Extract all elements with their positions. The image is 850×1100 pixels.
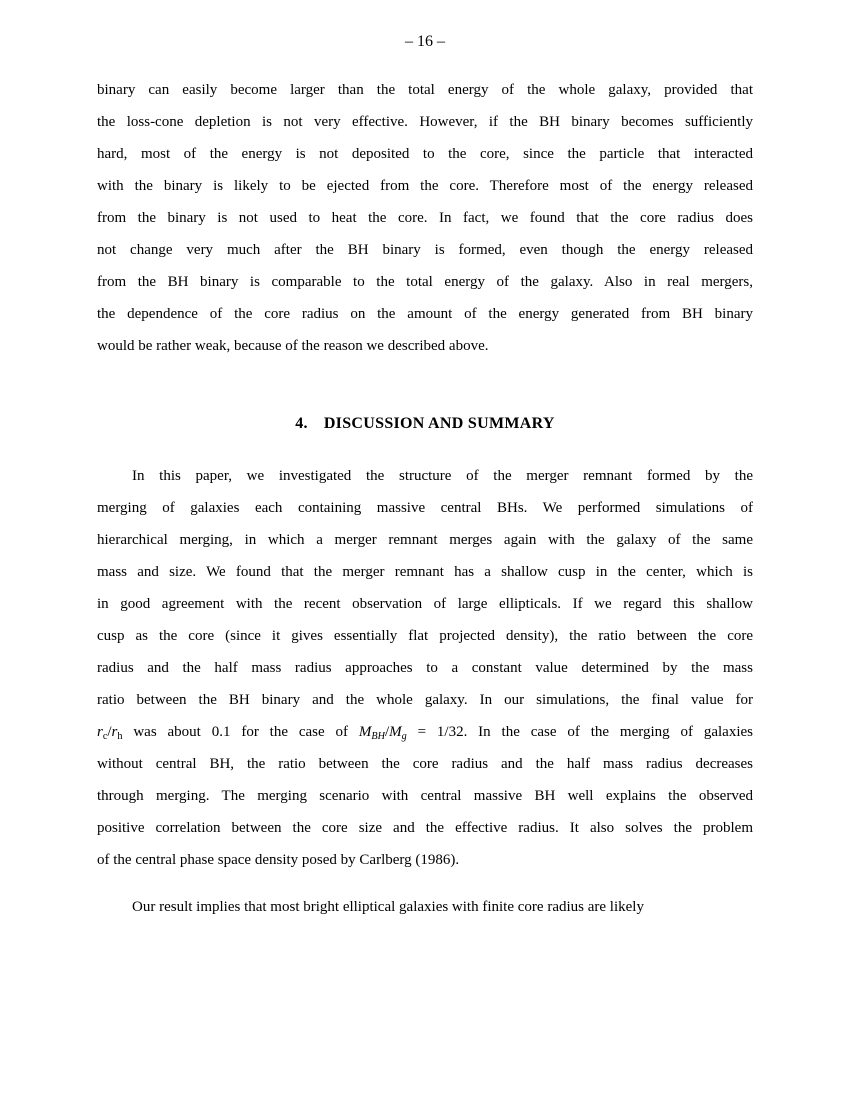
text-line: from the binary is not used to heat the core. In fact, we found that the core radius does — [97, 210, 753, 226]
text-line: ratio between the BH binary and the whole galaxy. In our simulations, the final value for — [97, 692, 753, 708]
text-line: $r_c/r_h$ was about 0.1 for the case of $M_{BH}/M_g = 1/32$. In the case of the merging of galaxies — [97, 724, 753, 742]
text-line: not change very much after the BH binary is formed, even though the energy released — [97, 242, 753, 258]
page-content — [97, 26, 753, 923]
section-number: 4. — [295, 415, 308, 432]
paragraph — [97, 74, 753, 362]
text-line: positive correlation between the core size and the effective radius. It also solves the problem — [97, 820, 753, 836]
text-line: the loss-cone depletion is not very effective. However, if the BH binary becomes sufficiently — [97, 114, 753, 130]
text-line: in good agreement with the recent observation of large ellipticals. If we regard this shallow — [97, 596, 753, 612]
text-line: hierarchical merging, in which a merger remnant merges again with the galaxy of the same — [97, 532, 753, 548]
text-line: hard, most of the energy is not deposited to the core, since the particle that interacted — [97, 146, 753, 162]
text-line: from the BH binary is comparable to the total energy of the galaxy. Also in real mergers, — [97, 274, 753, 290]
text-line: merging of galaxies each containing massive central BHs. We performed simulations of — [97, 500, 753, 516]
text-line: radius and the half mass radius approaches to a constant value determined by the mass — [97, 660, 753, 676]
text-line: mass and size. We found that the merger remnant has a shallow cusp in the center, which is — [97, 564, 753, 580]
text-line: of the central phase space density posed by Carlberg (1986). — [97, 852, 460, 868]
text-line: would be rather weak, because of the reason we described above. — [97, 338, 489, 354]
text-line: through merging. The merging scenario with central massive BH well explains the observed — [97, 788, 753, 804]
text-line: Our result implies that most bright elliptical galaxies with finite core radius are likely — [132, 899, 644, 915]
text-line: with the binary is likely to be ejected from the core. Therefore most of the energy released — [97, 178, 753, 194]
text-line: binary can easily become larger than the total energy of the whole galaxy, provided that — [97, 82, 753, 98]
text-line: cusp as the core (since it gives essentially flat projected density), the ratio between the core — [97, 628, 753, 644]
text-line: In this paper, we investigated the structure of the merger remnant formed by the — [132, 468, 753, 484]
paragraph — [97, 891, 753, 923]
text-line: the dependence of the core radius on the amount of the energy generated from BH binary — [97, 306, 753, 322]
section-heading — [97, 408, 753, 440]
section-title: DISCUSSION AND SUMMARY — [323, 415, 555, 432]
text-line: without central BH, the ratio between the core radius and the half mass radius decreases — [97, 756, 753, 772]
page-number: – 16 – — [405, 33, 445, 50]
paragraph — [97, 460, 753, 876]
